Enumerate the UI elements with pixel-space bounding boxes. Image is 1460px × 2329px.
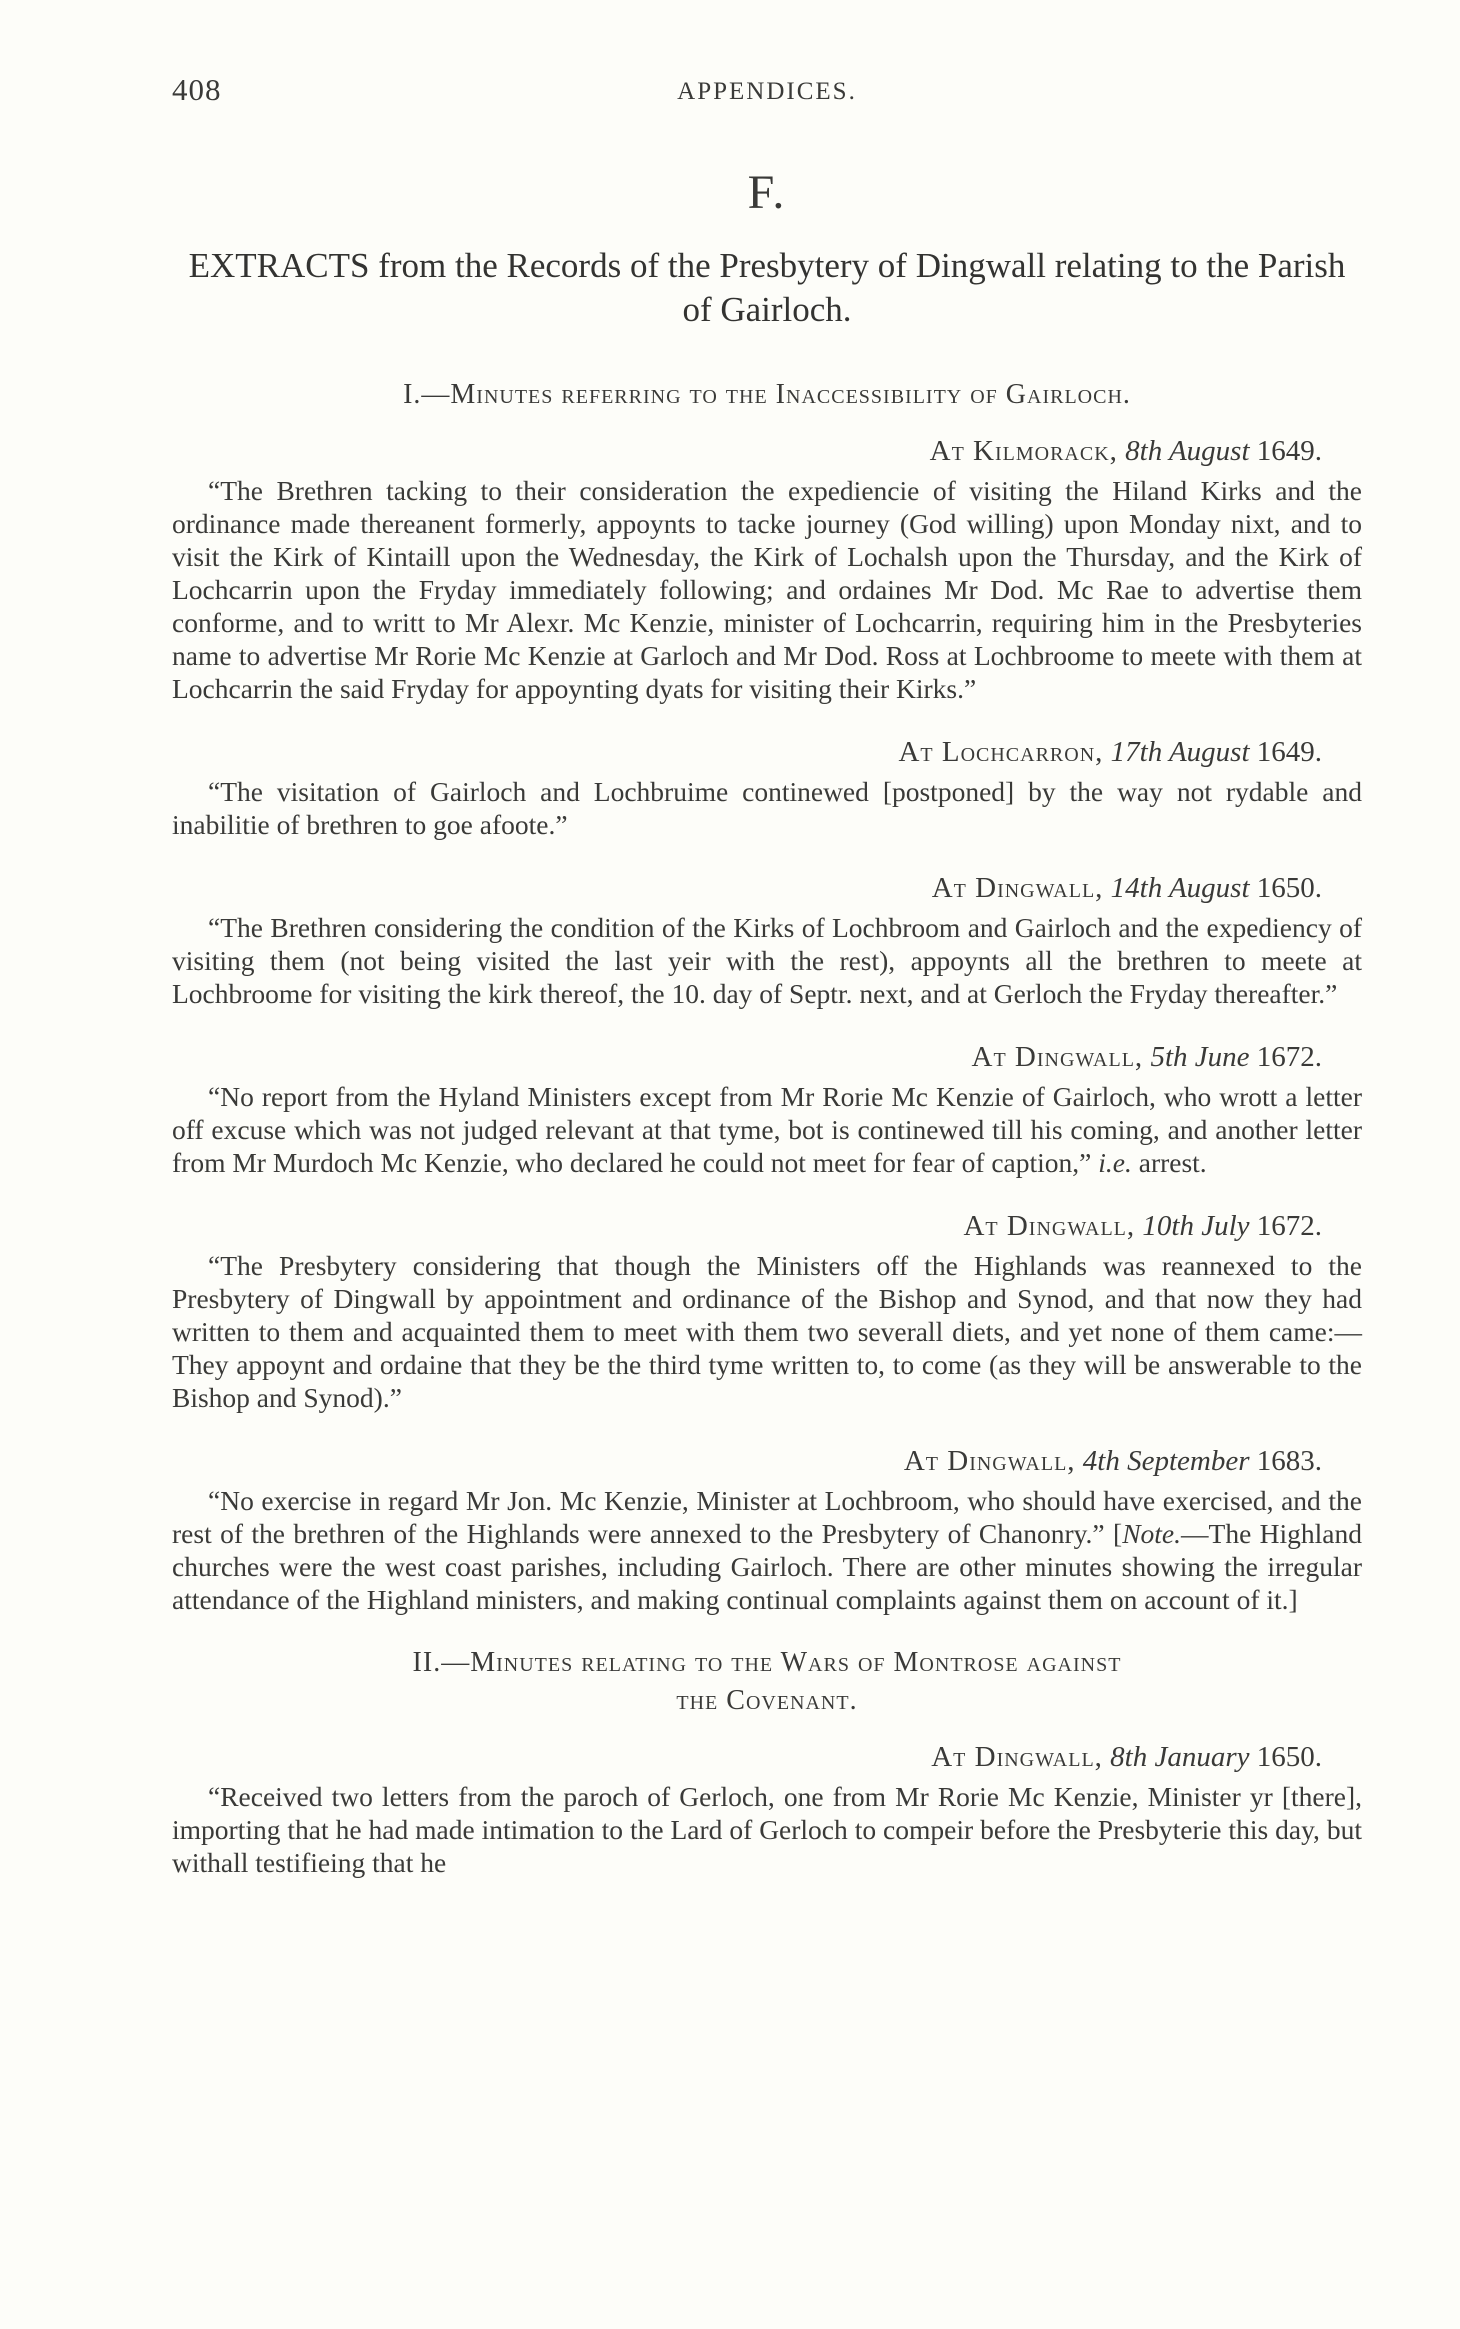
appendix-letter: F. — [747, 166, 787, 219]
minute-entry — [172, 1738, 1362, 1879]
entry-year: 1672. — [1256, 1210, 1322, 1242]
minute-entry — [172, 432, 1362, 705]
entry-place: At Dingwall, — [903, 1445, 1076, 1477]
entry-date: 10th July — [1142, 1210, 1250, 1242]
entry-place: At Kilmorack, — [929, 435, 1118, 467]
page-body — [172, 165, 1362, 1907]
section-heading-2-line2: the Covenant. — [676, 1685, 858, 1716]
note-text: —The Highland churches were the west coast parishes, including Gairloch. There are other minutes showing the irregular attendance of the Highland ministers, and making continual complaints against them on account of it.] — [172, 1518, 1362, 1615]
entry-text: “No report from the Hyland Ministers except from Mr Rorie Mc Kenzie of Gairloch, who wrott a letter off excuse which was not judged relevant at that tyme, bot is continewed till his coming, and another letter from Mr Murdoch Mc Kenzie, who declared he could not meet for fear of caption,” — [172, 1081, 1362, 1178]
section-heading-2 — [172, 1644, 1362, 1720]
entry-heading — [172, 432, 1362, 470]
entry-text-block — [172, 1484, 1362, 1616]
appendix-title: EXTRACTS from the Records of the Presbytery of Dingwall relating to the Parish of Gairloch. — [188, 246, 1346, 329]
entry-year: 1683. — [1256, 1445, 1322, 1477]
entry-date: 14th August — [1110, 872, 1250, 904]
note-label: Note. — [1122, 1518, 1182, 1549]
entry-text: “The Presbytery considering that though the Ministers off the Highlands was reannexed to the Presbytery of Dingwall by appointment and ordinance of the Bishop and Synod, and that now they had written to them and acquainted them to meet with them two severall diets, and yet none of them came:—They appoynt and ordaine that they be the third tyme written to, to come (as they will be answerable to the Bishop and Synod).” — [172, 1250, 1362, 1413]
entry-heading — [172, 1738, 1362, 1776]
entry-place: At Dingwall, — [931, 1741, 1103, 1773]
entry-text: “Received two letters from the paroch of Gerloch, one from Mr Rorie Mc Kenzie, Minister yr [there], importing that he had made intimation to the Lard of Gerloch to compeir before the Presbyterie this day, but withall testifieing that he — [172, 1781, 1362, 1878]
entry-year: 1650. — [1256, 872, 1322, 904]
entry-date: 5th June — [1150, 1041, 1250, 1073]
minute-entry — [172, 733, 1362, 841]
entry-heading — [172, 1442, 1362, 1480]
entry-tail: arrest. — [1131, 1147, 1207, 1178]
entry-date: 4th September — [1082, 1445, 1250, 1477]
entry-heading — [172, 869, 1362, 907]
entry-year: 1672. — [1256, 1041, 1322, 1073]
entry-year: 1649. — [1256, 736, 1322, 768]
entry-date: 17th August — [1110, 736, 1250, 768]
page-number: 408 — [172, 72, 222, 107]
section-heading-1-text: I.—Minutes referring to the Inaccessibility of Gairloch. — [403, 379, 1131, 410]
entry-heading — [172, 733, 1362, 771]
page-header — [172, 72, 1362, 112]
entry-heading — [172, 1207, 1362, 1245]
section-heading-1 — [172, 376, 1362, 414]
minute-entry — [172, 869, 1362, 1010]
entry-year: 1649. — [1256, 435, 1322, 467]
entry-text: “The visitation of Gairloch and Lochbruime continewed [postponed] by the way not rydable and inabilitie of brethren to goe afoote.” — [172, 776, 1362, 840]
minute-entry — [172, 1207, 1362, 1414]
entry-place: At Lochcarron, — [898, 736, 1104, 768]
entry-abbrev: i.e. — [1098, 1147, 1132, 1178]
minute-entry — [172, 1038, 1362, 1179]
entry-text: “The Brethren considering the condition of the Kirks of Lochbroom and Gairloch and the expediency of visiting them (not being visited the last yeir with the rest), appoynts all the brethren to meete at Lochbroome for visiting the kirk thereof, the 10. day of Septr. next, and at Gerloch the Fryday thereafter.” — [172, 912, 1362, 1009]
entry-text: “No exercise in regard Mr Jon. Mc Kenzie, Minister at Lochbroom, who should have exercised, and the rest of the brethren of the Highlands were annexed to the Presbytery of Chanonry.” [ — [172, 1485, 1362, 1549]
entry-place: At Dingwall, — [931, 872, 1104, 904]
entry-heading — [172, 1038, 1362, 1076]
entry-date: 8th January — [1110, 1741, 1250, 1773]
entry-text: “The Brethren tacking to their consideration the expediencie of visiting the Hiland Kirks and the ordinance made thereanent formerly, appoynts to tacke journey (God willing) upon Monday nixt, and to visit the Kirk of Kintaill upon the Wednesday, the Kirk of Lochalsh upon the Thursday, and the Kirk of Lochcarrin upon the Fryday immediately following; and ordaines Mr Dod. Mc Rae to advertise them conforme, and to writt to Mr Alexr. Mc Kenzie, minister of Lochcarrin, requiring him in the Presbyteries name to advertise Mr Rorie Mc Kenzie at Garloch and Mr Dod. Ross at Lochbroome to meete with them at Lochcarrin the said Fryday for appoynting dyats for visiting their Kirks.” — [172, 475, 1362, 704]
entry-text-block — [172, 1080, 1362, 1179]
entry-place: At Dingwall, — [971, 1041, 1144, 1073]
running-head: APPENDICES. — [677, 78, 857, 105]
entry-place: At Dingwall, — [963, 1210, 1136, 1242]
entry-date: 8th August — [1125, 435, 1250, 467]
entry-year: 1650. — [1256, 1741, 1322, 1773]
minute-entry — [172, 1442, 1362, 1616]
section-heading-2-line1: II.—Minutes relating to the Wars of Montrose against — [412, 1647, 1122, 1678]
